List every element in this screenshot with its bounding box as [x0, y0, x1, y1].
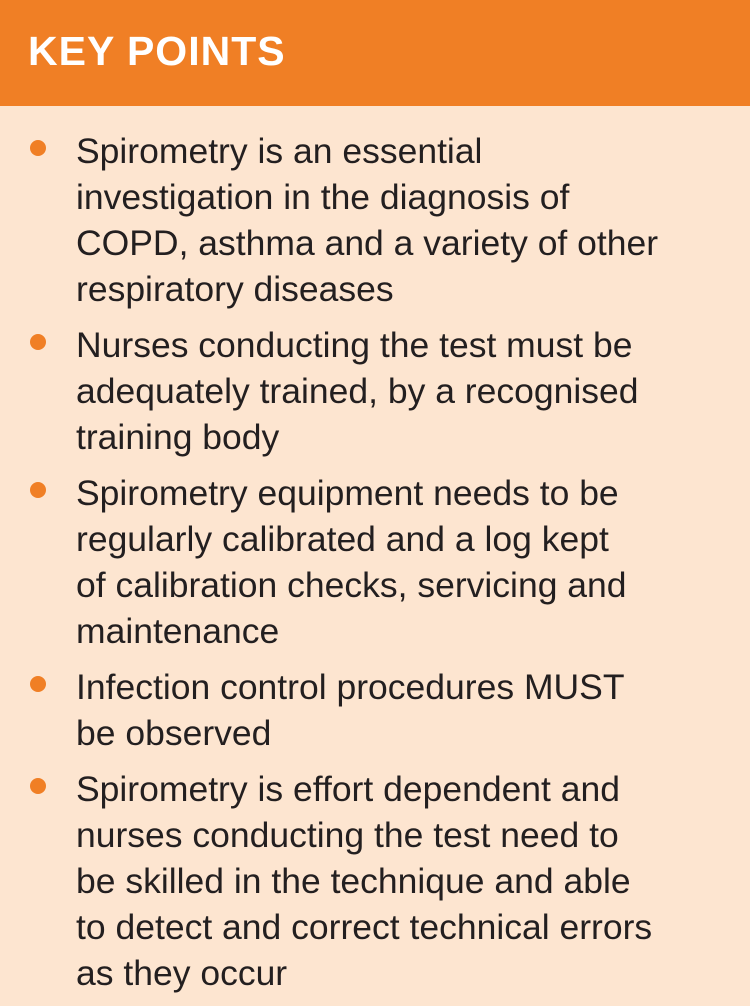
bullet-dot-icon: [30, 676, 46, 692]
key-point-line: Spirometry is effort dependent and: [76, 769, 621, 809]
key-point-line: Nurses conducting the test must be: [76, 325, 633, 365]
key-point-line: adequately trained, by a recognised: [76, 371, 639, 411]
key-point-line: investigation in the diagnosis of: [76, 177, 570, 217]
key-point-line: as they occur: [76, 953, 288, 993]
key-point-line: of calibration checks, servicing and: [76, 565, 627, 605]
key-point-line: Spirometry is an essential: [76, 131, 483, 171]
key-point-line: COPD, asthma and a variety of other: [76, 223, 659, 263]
key-point-line: training body: [76, 417, 280, 457]
key-point-line: maintenance: [76, 611, 280, 651]
key-point-line: regularly calibrated and a log kept: [76, 519, 609, 559]
key-point-item: [0, 664, 750, 756]
key-point-item: [0, 766, 750, 996]
key-point-line: respiratory diseases: [76, 269, 394, 309]
key-point-line: nurses conducting the test need to: [76, 815, 619, 855]
key-point-line: Spirometry equipment needs to be: [76, 473, 619, 513]
key-points-header: [0, 0, 750, 106]
bullet-dot-icon: [30, 334, 46, 350]
bullet-dot-icon: [30, 140, 46, 156]
key-point-line: be skilled in the technique and able: [76, 861, 631, 901]
key-points-list: [0, 128, 750, 1006]
bullet-dot-icon: [30, 482, 46, 498]
key-point-line: to detect and correct technical errors: [76, 907, 653, 947]
bullet-dot-icon: [30, 778, 46, 794]
key-point-line: Infection control procedures MUST: [76, 667, 625, 707]
key-point-item: [0, 322, 750, 460]
key-points-title: KEY POINTS: [28, 27, 286, 74]
key-point-line: be observed: [76, 713, 272, 753]
key-point-item: [0, 470, 750, 654]
key-point-item: [0, 128, 750, 312]
